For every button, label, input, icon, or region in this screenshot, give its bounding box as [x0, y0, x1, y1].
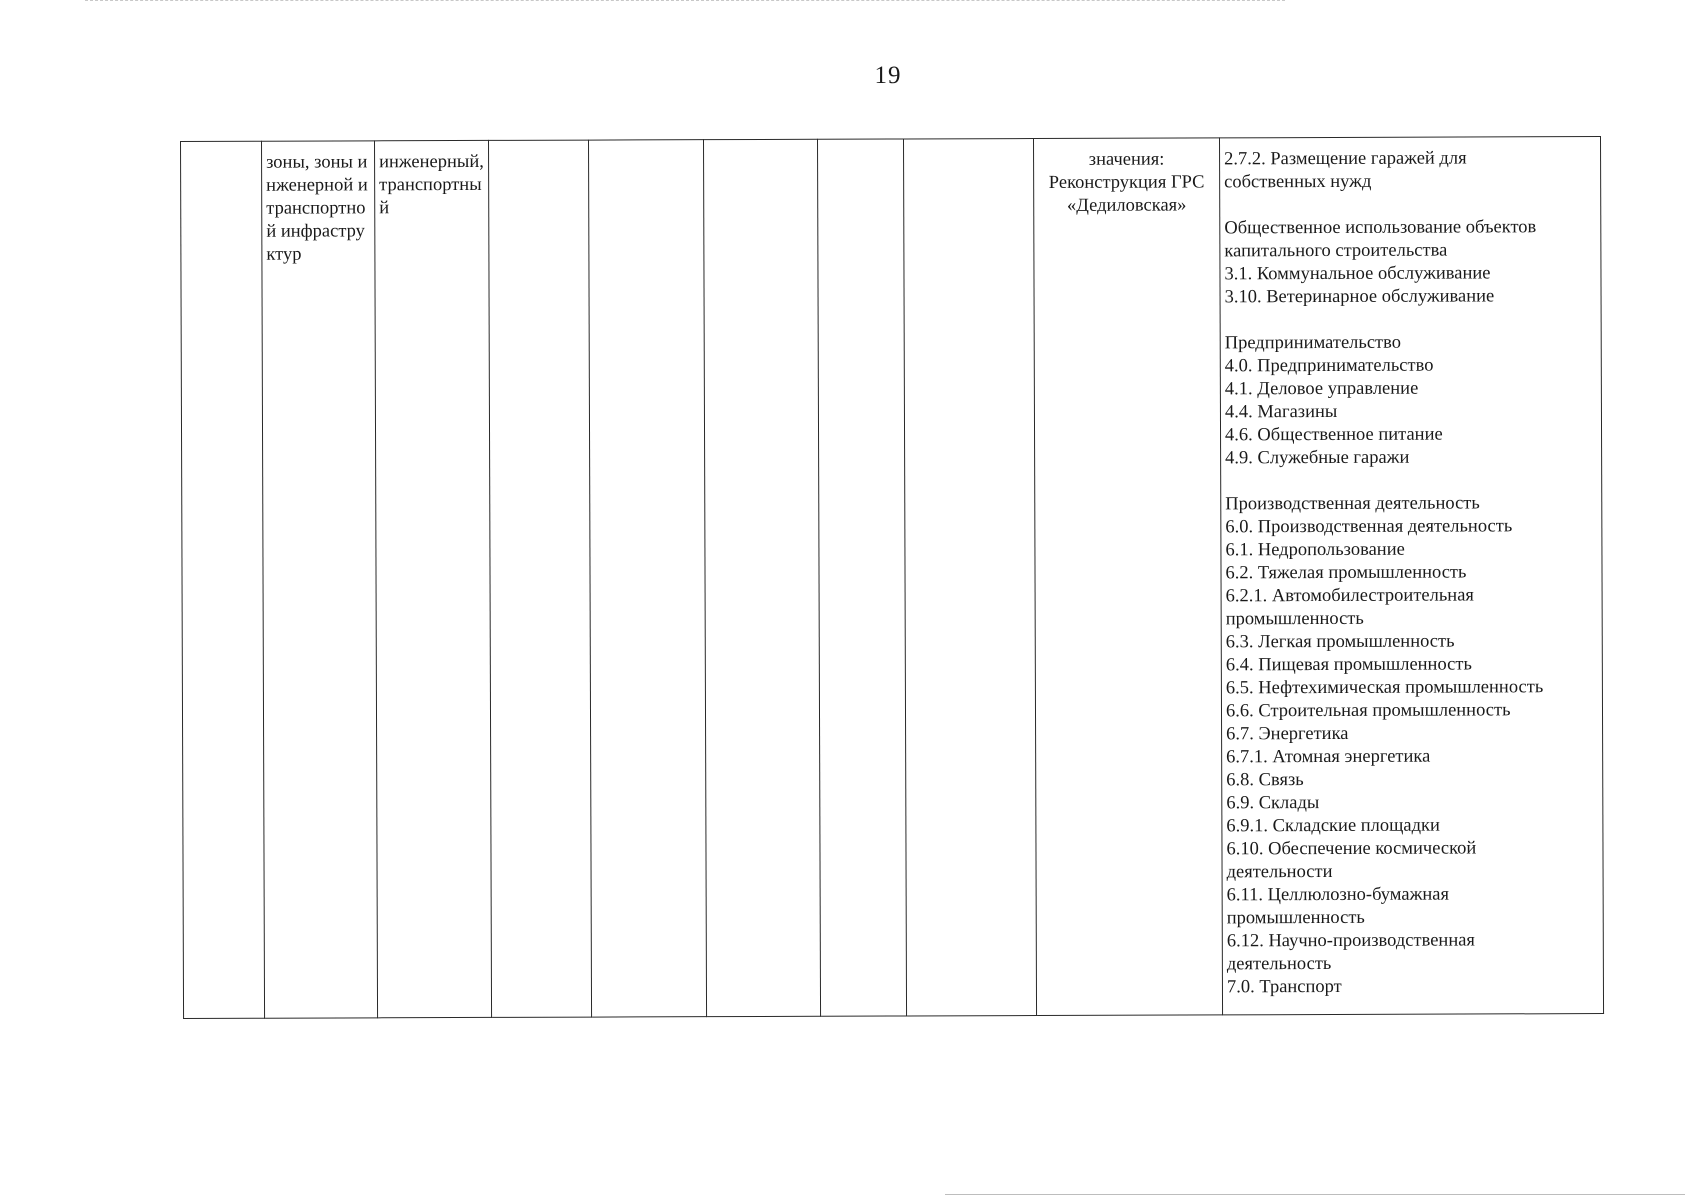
table-cell-empty-8 — [903, 139, 1036, 1016]
list-item: 3.1. Коммунальное обслуживание — [1224, 263, 1491, 285]
list-item: 6.7. Энергетика — [1226, 723, 1349, 745]
zoning-table — [180, 136, 1604, 1019]
list-item: 6.2.1. Автомобилестроительная — [1225, 585, 1474, 607]
list-item: 4.4. Магазины — [1224, 401, 1338, 423]
list-item: 6.1. Недропользование — [1225, 539, 1405, 561]
list-item: 4.6. Общественное питание — [1224, 424, 1443, 446]
table-row — [181, 137, 1604, 1019]
list-item: 4.9. Служебные гаражи — [1225, 447, 1410, 469]
table-cell-empty-4 — [488, 140, 591, 1017]
table-cell-empty-7 — [817, 139, 906, 1016]
list-item: промышленность — [1226, 907, 1365, 929]
list-item: 6.0. Производственная деятельность — [1225, 516, 1513, 538]
table-cell-zone — [262, 141, 378, 1018]
list-item: 2.7.2. Размещение гаражей для — [1224, 148, 1467, 170]
list-item: 6.9.1. Складские площадки — [1226, 815, 1440, 837]
list-item: 6.2. Тяжелая промышленность — [1225, 562, 1467, 584]
list-item: Предпринимательство — [1224, 332, 1402, 354]
zone-text: зоны, зоны инженерной и транспортной инфраструктур — [266, 152, 368, 265]
list-item: 4.1. Деловое управление — [1224, 378, 1419, 400]
list-item: деятельность — [1226, 953, 1332, 975]
list-item: 6.10. Обеспечение космической — [1226, 838, 1477, 860]
list-item: 7.0. Транспорт — [1226, 976, 1342, 998]
list-item: 6.5. Нефтехимическая промышленность — [1225, 677, 1544, 699]
list-item: 4.0. Предпринимательство — [1224, 355, 1434, 377]
scan-edge-artifact — [85, 0, 1285, 3]
list-item: Общественное использование объектов — [1224, 217, 1537, 239]
values-line-3: «Дедиловская» — [1067, 195, 1187, 216]
list-item: собственных нужд — [1224, 171, 1372, 193]
values-line-1: значения: — [1088, 149, 1165, 170]
table-cell-empty-1 — [181, 141, 265, 1018]
scan-edge-artifact — [945, 1194, 1685, 1195]
list-item: 6.11. Целлюлозно-бумажная — [1226, 884, 1450, 906]
values-line-2: Реконструкция ГРС — [1048, 172, 1205, 193]
table-cell-values — [1033, 138, 1222, 1016]
table-cell-permitted-uses — [1219, 137, 1603, 1015]
list-item: 6.7.1. Атомная энергетика — [1226, 746, 1431, 768]
list-item: капитального строительства — [1224, 240, 1448, 262]
list-gap — [1225, 308, 1597, 332]
permitted-uses-list — [1224, 147, 1599, 999]
list-item: Производственная деятельность — [1225, 493, 1480, 515]
list-item: промышленность — [1225, 608, 1364, 630]
list-item: 6.4. Пищевая промышленность — [1225, 654, 1472, 676]
list-item: деятельности — [1226, 861, 1333, 883]
list-item: 6.3. Легкая промышленность — [1225, 631, 1455, 653]
infrastructure-text: инженерный, транспортный — [379, 151, 484, 219]
list-item: 6.12. Научно-производственная — [1226, 930, 1475, 952]
list-gap — [1225, 469, 1597, 493]
list-item: 3.10. Ветеринарное обслуживание — [1224, 286, 1495, 308]
list-item: 6.8. Связь — [1226, 770, 1304, 791]
list-item: 6.9. Склады — [1226, 793, 1320, 814]
table-cell-empty-5 — [588, 140, 706, 1017]
table-cell-infrastructure — [375, 140, 492, 1017]
page-number: 19 — [874, 62, 902, 89]
table-cell-empty-6 — [703, 139, 820, 1016]
list-item: 6.6. Строительная промышленность — [1225, 700, 1511, 722]
list-gap — [1224, 193, 1596, 217]
